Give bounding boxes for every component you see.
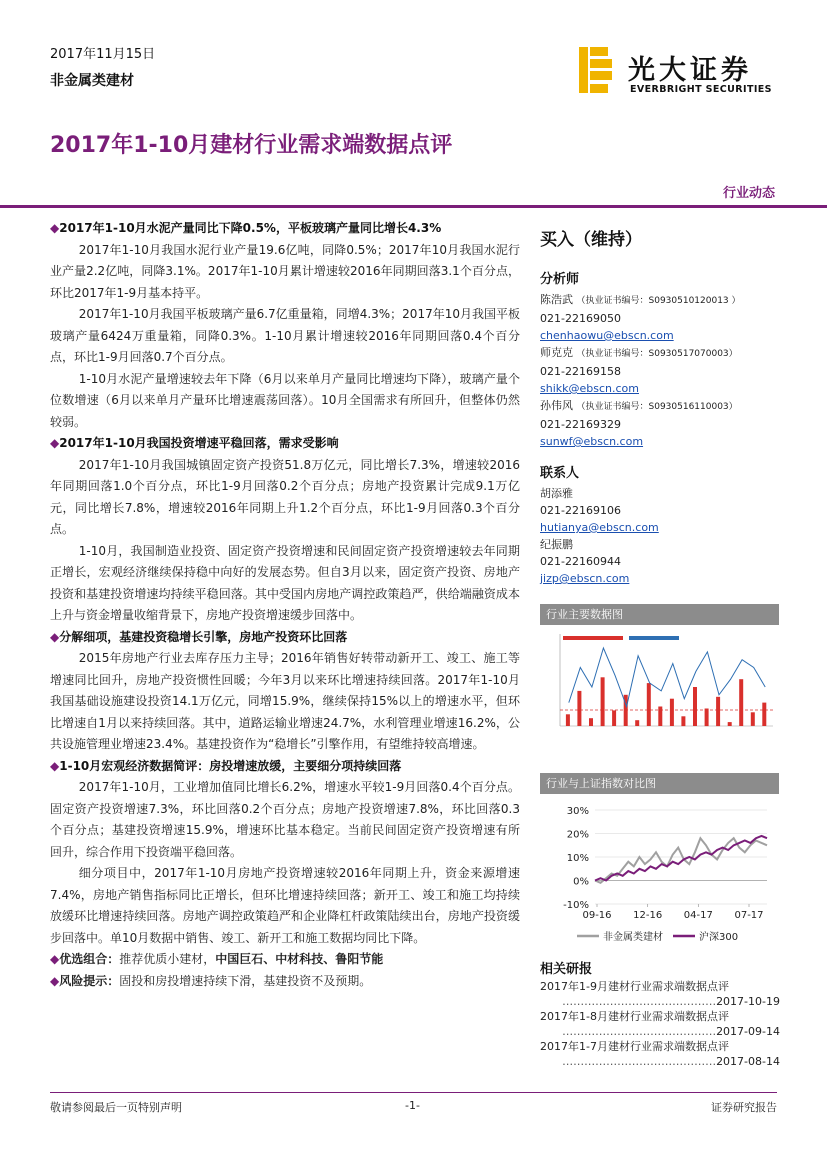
logo-chinese-name: 光大证券 — [628, 55, 752, 86]
chart1-bar — [670, 699, 674, 726]
analyst-entry — [540, 344, 780, 397]
legend-industry: 非金属类建材 — [603, 932, 663, 943]
chart1-bar — [589, 718, 593, 726]
x-tick-label: 12-16 — [633, 910, 663, 921]
analyst-entry — [540, 291, 780, 344]
analyst-name: 陈浩武 — [540, 293, 573, 306]
contact-entry — [540, 485, 780, 536]
related-title: 相关研报 — [540, 962, 593, 977]
analyst-email[interactable]: sunwf@ebscn.com — [540, 435, 644, 448]
risk-warning: ◆风险提示：固投和房投增速持续下滑，基建投资不及预期。 — [50, 973, 372, 988]
analyst-email[interactable]: shikk@ebscn.com — [540, 382, 639, 395]
chart1-bar — [716, 697, 720, 726]
x-tick-label: 07-17 — [734, 910, 764, 921]
chart1-legend-line — [629, 636, 679, 640]
contacts-title: 联系人 — [540, 466, 580, 481]
footer-divider — [50, 1092, 777, 1093]
recommendation: ◆优选组合：推荐优质小建材，中国巨石、中材科技、鲁阳节能 — [50, 952, 384, 966]
paragraph: 细分项目中，2017年1-10月房地产投资增速较2016年同期上升，资金来源增速7.4%，房地产销售指标同比正增长，但环比增速持续回落；新开工、竣工和施工均持续放缓环比增速持续回落。房地产调控政策趋严和企业降杠杆政策陆续出台，房地产投资缓步回落中。单10月数据中销售、竣工、新开工和施工数据均同比下降。 — [50, 866, 520, 945]
rating: 买入（维持） — [540, 230, 642, 250]
report-title: 2017年1-10月建材行业需求端数据点评 — [50, 133, 453, 158]
footer-disclaimer: 敬请参阅最后一页特别声明 — [50, 1101, 182, 1114]
index-comparison-chart — [545, 800, 777, 946]
analyst-email[interactable]: chenhaowu@ebscn.com — [540, 329, 674, 342]
chart1-bar — [577, 691, 581, 726]
chart1-bar — [681, 716, 685, 726]
chart1-bar — [612, 710, 616, 726]
analyst-cert: （执业证书编号：S0930510120013 ） — [576, 296, 741, 306]
footer-report-type: 证券研究报告 — [711, 1101, 777, 1114]
related-reports — [540, 962, 780, 1069]
analysts-block — [540, 268, 780, 450]
diamond-bullet-icon: ◆ — [50, 758, 60, 773]
main-text-column — [50, 218, 520, 992]
section-heading: ◆2017年1-10月水泥产量同比下降0.5%，平板玻璃产量同比增长4.3% — [50, 221, 442, 235]
series-line-hs300 — [595, 836, 767, 881]
page-number: -1- — [405, 1099, 420, 1112]
contacts-block — [540, 462, 780, 587]
chart1-bar — [566, 714, 570, 726]
related-report-item[interactable]: 2017年1-9月建材行业需求端数据点评 ……………………………………2017-10-19 — [540, 980, 780, 1008]
diamond-bullet-icon: ◆ — [50, 436, 60, 450]
section-heading: ◆1-10月宏观经济数据简评：房投增速放缓，主要细分项持续回落 — [50, 758, 402, 773]
chart1-bar — [739, 679, 743, 726]
analyst-phone: 021-22169329 — [540, 418, 621, 431]
report-date: 2017年11月15日 — [50, 47, 156, 62]
analyst-phone: 021-22169050 — [540, 312, 621, 325]
chart1-bar — [647, 683, 651, 726]
everbright-logo-icon — [579, 47, 615, 93]
chart1-bar — [705, 709, 709, 727]
report-type-tag: 行业动态 — [722, 186, 775, 201]
y-tick-label: 10% — [566, 853, 589, 864]
header-divider — [0, 205, 827, 208]
analyst-phone: 021-22169158 — [540, 365, 621, 378]
chart1-bar — [693, 687, 697, 726]
x-tick-label: 04-17 — [683, 910, 713, 921]
analyst-name: 师克克 — [540, 346, 573, 359]
diamond-bullet-icon: ◆ — [50, 629, 60, 644]
related-report-item[interactable]: 2017年1-8月建材行业需求端数据点评 ……………………………………2017-09-14 — [540, 1010, 780, 1038]
analysts-title: 分析师 — [540, 272, 580, 287]
industry-data-chart — [545, 630, 777, 762]
paragraph: 2017年1-10月，工业增加值同比增长6.2%，增速水平较1-9月回落0.4个百分点。固定资产投资增速7.3%，环比回落0.2个百分点；房地产投资增速7.8%，环比回落0.3个百分点；基建投资增速15.9%，增速环比基本稳定。当前民间固定资产投资增速有所回升，综合作用下投资端平稳回落。 — [50, 780, 520, 859]
contact-email[interactable]: hutianya@ebscn.com — [540, 521, 659, 534]
contact-phone: 021-22169106 — [540, 504, 621, 517]
paragraph: 1-10月水泥产量增速较去年下降（6月以来单月产量同比增速均下降），玻璃产量个位数增速（6月以来单月产量环比增速震荡回落）。10月全国需求有所回升，但整体仍然较弱。 — [50, 371, 520, 429]
contact-name: 胡添雅 — [540, 487, 573, 500]
diamond-bullet-icon: ◆ — [50, 221, 60, 235]
chart1-bar — [728, 722, 732, 726]
analyst-entry — [540, 397, 780, 450]
analyst-cert: （执业证书编号：S0930516110003） — [576, 402, 738, 412]
chart1-bar — [658, 707, 662, 727]
chart1-legend-bar — [563, 636, 623, 640]
paragraph: 2017年1-10月我国城镇固定资产投资51.8万亿元，同比增长7.3%，增速较2016年同期回落1.0个百分点，环比1-9月回落0.2个百分点；房地产投资累计完成9.1万亿元，同比增长7.8%，增速较2016年同期上升1.2个百分点，环比1-9月回落0.3个百分点。 — [50, 457, 520, 536]
y-tick-label: 30% — [566, 806, 589, 817]
paragraph: 2017年1-10月我国水泥行业产量19.6亿吨，同降0.5%；2017年10月我国水泥行业产量2.2亿吨，同降3.1%。2017年1-10月累计增速较2016年同期回落3.1个百分点，环比2017年1-9月基本持平。 — [50, 242, 520, 300]
section-heading: ◆分解细项，基建投资稳增长引擎，房地产投资环比回落 — [50, 629, 348, 644]
chart1-bar — [762, 703, 766, 726]
chart1-header: 行业主要数据图 — [540, 604, 779, 625]
legend-hs300: 沪深300 — [699, 932, 739, 943]
related-report-item[interactable]: 2017年1-7月建材行业需求端数据点评 ……………………………………2017-08-14 — [540, 1040, 780, 1068]
x-tick-label: 09-16 — [582, 910, 612, 921]
y-tick-label: 0% — [573, 876, 589, 888]
paragraph: 1-10月，我国制造业投资、固定资产投资增速和民间固定资产投资增速较去年同期正增长，宏观经济继续保持稳中向好的发展态势。但自3月以来，固定资产投资、房地产投资和基建投资增速均持续平稳回落。其中受国内房地产调控政策趋严，供给端融资成本上升与资金增量收缩背景下，房地产投资增速缓步回落中。 — [50, 543, 520, 622]
analyst-name: 孙伟风 — [540, 399, 573, 412]
chart1-bar — [751, 712, 755, 726]
y-tick-label: -10% — [563, 900, 589, 911]
contact-phone: 021-22160944 — [540, 555, 621, 568]
diamond-bullet-icon: ◆ — [50, 973, 60, 988]
chart1-bar — [635, 720, 639, 726]
sector-label: 非金属类建材 — [50, 73, 134, 89]
section-heading: ◆2017年1-10月我国投资增速平稳回落，需求受影响 — [50, 436, 339, 450]
analyst-cert: （执业证书编号：S0930517070003） — [576, 349, 738, 359]
chart1-bar — [601, 677, 605, 726]
chart2-header: 行业与上证指数对比图 — [540, 773, 779, 794]
contact-entry — [540, 536, 780, 587]
contact-email[interactable]: jizp@ebscn.com — [540, 572, 630, 585]
diamond-bullet-icon: ◆ — [50, 952, 60, 966]
logo-english-name: EVERBRIGHT SECURITIES — [630, 84, 772, 95]
y-tick-label: 20% — [566, 829, 589, 841]
contact-name: 纪振鹏 — [540, 538, 573, 551]
paragraph: 2015年房地产行业去库存压力主导；2016年销售好转带动新开工、竣工、施工等增速同比回升，房地产投资惯性回暖；今年3月以来环比增速持续回落。2017年1-10月我国基础设施建设投资14.1万亿元，同增15.9%，继续保持15%以上的增速水平，但环比增速自1月以来持续回落。其中，道路运输业增速24.7%，水利管理业增速16.2%，公共设施管理业增速23.4%。基建投资作为“稳增长”引擎作用，有望维持较高增速。 — [50, 651, 520, 751]
paragraph: 2017年1-10月我国平板玻璃产量6.7亿重量箱，同增4.3%；2017年10月我国平板玻璃产量6424万重量箱，同降0.3%。1-10月累计增速较2016年同期回落0.4个百分点，环比1-9月回落0.7个百分点。 — [50, 307, 520, 364]
